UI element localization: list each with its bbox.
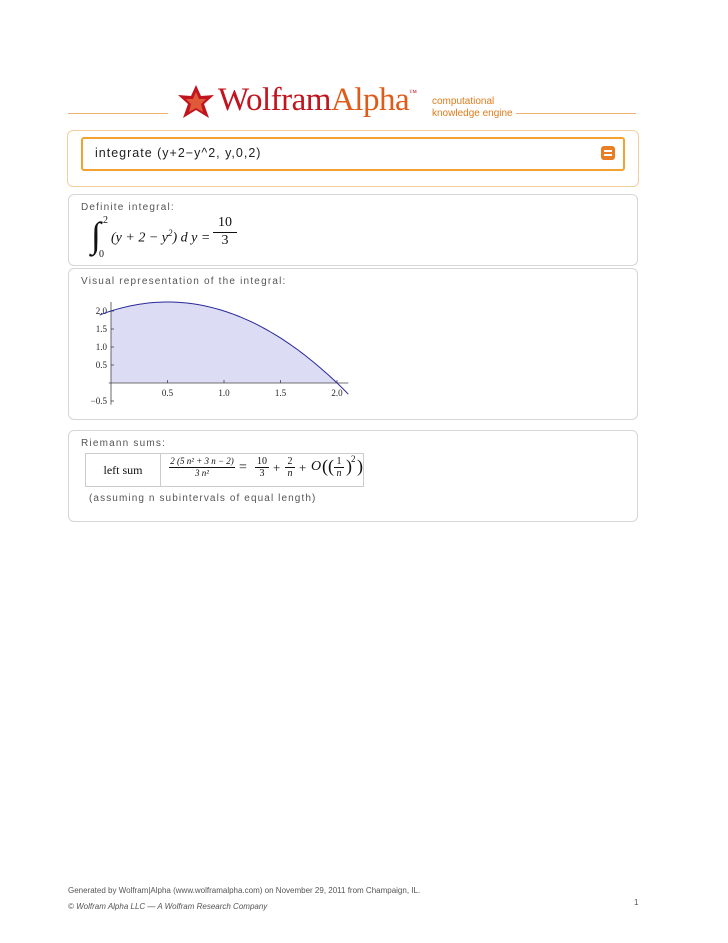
y-tick-label: 0.5 [95,360,107,370]
footer-generated: Generated by Wolfram|Alpha (www.wolframalpha.com) on November 29, 2011 from Champaign, IL. [68,886,421,895]
x-tick-label: 0.5 [161,388,174,398]
riemann-formula [161,454,364,487]
brand-wolfram: Wolfram [218,82,331,118]
riemann-table [85,453,364,487]
footer-copyright: © Wolfram Alpha LLC — A Wolfram Research Company [68,902,268,911]
trademark: ™ [409,88,417,97]
pod-title: Visual representation of the integral: [81,276,287,287]
brand-wordmark [218,82,416,119]
search-input[interactable] [81,137,625,171]
brand-alpha: Alpha [330,82,410,118]
lower-limit: 0 [99,249,104,260]
integral-sign: ∫ [91,215,101,255]
pod-riemann-sums [68,430,638,522]
y-tick-label: 1.0 [95,342,107,352]
table-row [86,454,364,487]
integrand: $(y + 2 - y^2)$ d y = [111,228,211,246]
tagline [432,96,513,120]
integral-formula [91,215,261,265]
term2-fraction: 2 n [285,456,295,479]
o-fraction: 1 n [334,456,344,479]
row-label: left sum [86,454,161,487]
menu-icon[interactable] [601,146,615,160]
plus-sign: + [273,460,281,475]
lhs-fraction: 2 (5 n² + 3 n − 2) 3 n² [170,456,234,478]
x-tick-label: 1.0 [218,388,230,398]
pod-visual-representation [68,268,638,420]
pod-definite-integral [68,194,638,266]
spikey-logo-icon [176,84,216,122]
o-exponent: 2 [351,454,356,464]
tagline-line2: knowledge engine [432,108,513,119]
y-tick-label: 1.5 [95,324,107,334]
riemann-note: (assuming n subintervals of equal length) [89,493,317,504]
header-rule-left [68,113,168,114]
big-o: O [311,459,322,474]
result-fraction: 10 3 [213,215,237,249]
paren: (( [322,456,334,476]
upper-limit: 2 [103,215,108,226]
term1-fraction: 10 3 [257,456,267,479]
y-tick-label: 2.0 [95,306,107,316]
shaded-area [111,302,337,383]
x-tick-label: 1.5 [274,388,287,398]
equals-sign: = [239,460,247,475]
header-rule-right [516,113,636,114]
pod-title: Definite integral: [81,202,175,213]
page-number: 1 [634,898,639,907]
tagline-line1: computational [432,96,495,107]
x-tick-label: 2.0 [331,388,343,398]
paren: ) [357,456,363,476]
plus-sign: + [299,460,307,475]
paren: ) [346,456,352,476]
search-query-text: integrate (y+2−y^2, y,0,2) [95,146,262,160]
y-tick-label: −0.5 [90,396,107,406]
integral-plot [83,289,343,417]
pod-title: Riemann sums: [81,438,167,449]
